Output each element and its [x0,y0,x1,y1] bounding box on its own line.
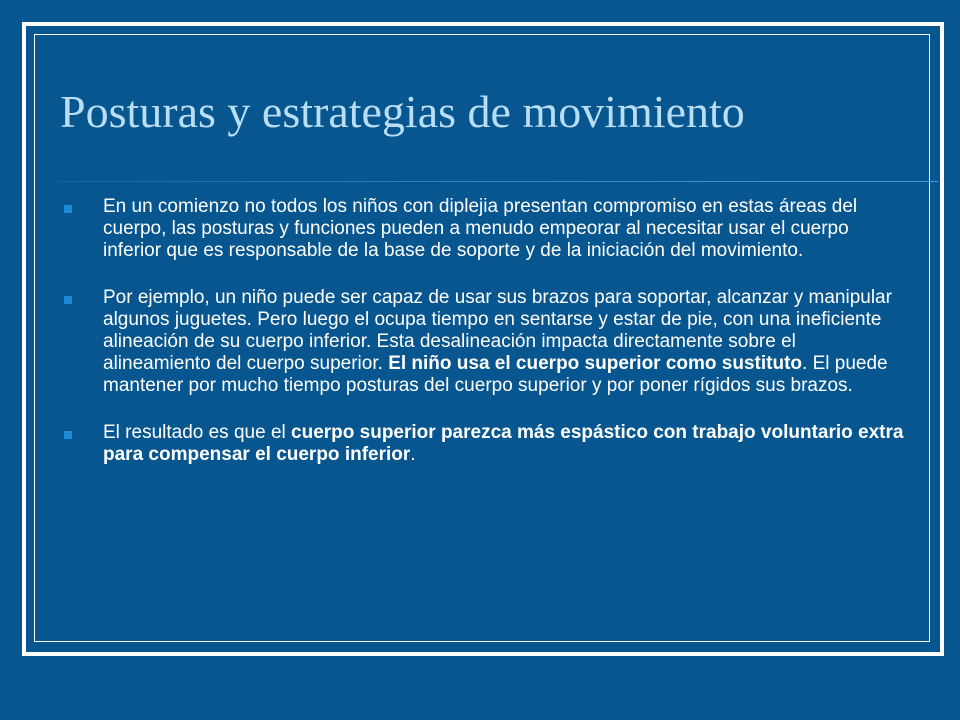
bullet-item [62,196,907,262]
bullet-item [62,287,907,397]
bullet-list [62,196,907,466]
slide-title: Posturas y estrategias de movimiento [60,86,745,137]
bullet-item [62,422,907,466]
bullet-text: En un comienzo no todos los niños con diplejia presentan compromiso en estas áreas del cuerpo, las posturas y funciones pueden a menudo empeorar al necesitar usar el cuerpo inferior que es responsable de la base de soporte y de la iniciación del movimiento. [103,196,858,261]
square-bullet-icon [64,205,72,213]
title-divider [58,181,938,182]
bullet-text: El resultado es que el [103,422,292,443]
bullet-text: Por ejemplo, un niño puede ser capaz de usar sus brazos para soportar, alcanzar y manipular algunos juguetes. Pero luego el ocupa tiempo en sentarse y estar de pie, con una ineficiente alineación de su cuerpo inferior. Esta desalineación impacta directamente sobre el alineamiento del cuerpo superior. [103,287,892,374]
bullet-text: . El puede mantener por mucho tiempo posturas del cuerpo superior y por poner rígidos sus brazos. [103,353,888,396]
square-bullet-icon [64,296,72,304]
bullet-bold-text: El niño usa el cuerpo superior como sustituto [388,353,803,374]
bullet-text: . [410,444,416,465]
bullet-bold-text: cuerpo superior parezca más espástico con trabajo voluntario extra para compensar el cuerpo inferior [103,422,904,465]
square-bullet-icon [64,431,72,439]
